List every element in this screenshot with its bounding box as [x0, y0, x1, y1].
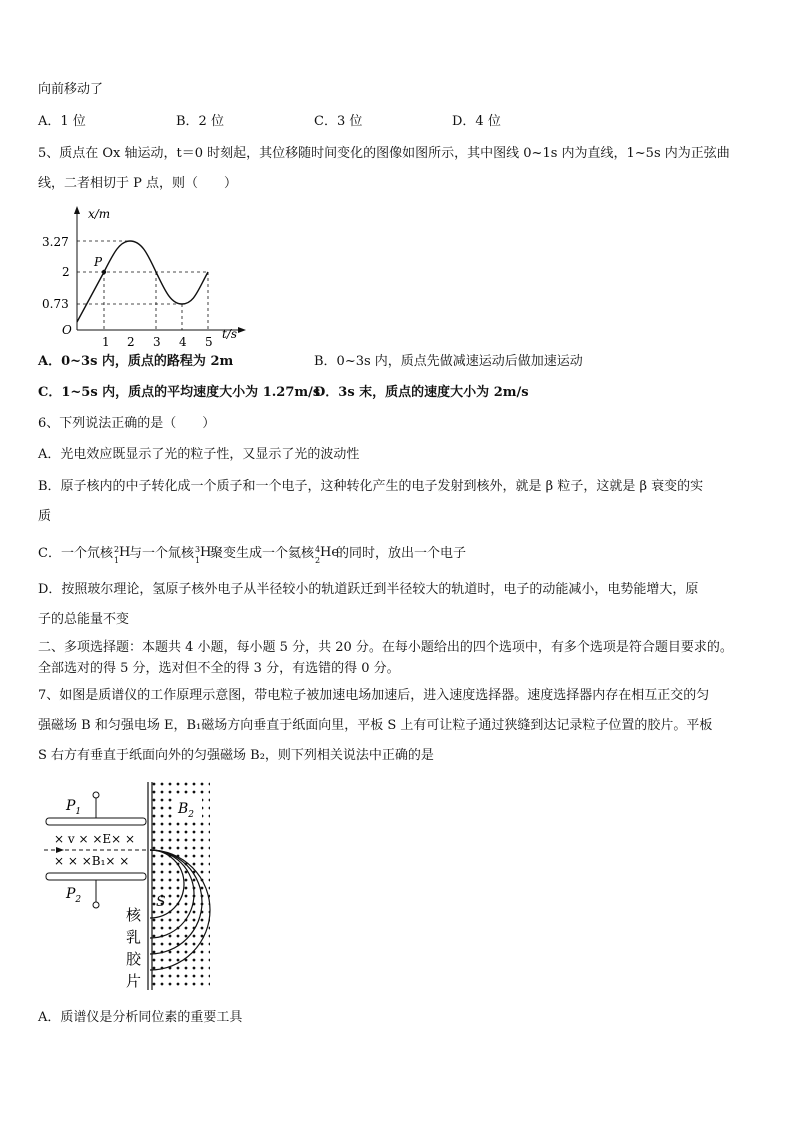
q4-option-a[interactable]: A．1 位	[38, 114, 86, 129]
q6-option-c[interactable]	[38, 543, 466, 564]
q5-option-d[interactable]: D．3s 末，质点的速度大小为 2m/s	[314, 385, 529, 400]
x-tick-4: 4	[179, 335, 187, 349]
film-char-1: 核	[126, 906, 142, 924]
b2-label: $B_2$	[178, 801, 195, 820]
film-char-4: 片	[126, 972, 142, 990]
y-tick-0-73: 0.73	[42, 297, 69, 311]
p2-label: $P_2$	[66, 886, 82, 905]
q5-option-a[interactable]: A．0~3s 内，质点的路程为 2m	[38, 354, 234, 369]
y-tick-2: 2	[62, 265, 70, 279]
beam-arrow-icon	[56, 847, 64, 853]
point-p-label: P	[94, 255, 103, 269]
y-tick-3-27: 3.27	[42, 235, 69, 249]
q6-option-c-prefix: C．一个氘核	[38, 546, 113, 561]
nuclide-tritium: 3 1 H	[194, 545, 212, 565]
q5-stem-line2: 线，二者相切于 P 点，则（ ）	[38, 176, 238, 191]
position-curve	[77, 241, 208, 322]
q6-option-d-line2: 子的总能量不变	[38, 612, 130, 627]
p1-terminal-icon	[93, 792, 99, 798]
field-row-1: × v × ×E× ×	[54, 832, 136, 846]
q5-position-time-graph	[40, 200, 260, 350]
nuclide-deuterium: 2 1 H	[113, 545, 131, 565]
p2-terminal-icon	[93, 902, 99, 908]
x-tick-3: 3	[153, 335, 161, 349]
tangent-point-p	[102, 270, 106, 274]
plate-p1	[46, 818, 146, 825]
section-2-heading-line1: 二、多项选择题：本题共 4 小题，每小题 5 分，共 20 分。在每小题给出的四个选项中，有多个选项是符合题目要求的。	[38, 640, 733, 655]
q6-stem: 6、下列说法正确的是（ ）	[38, 416, 216, 431]
q6-option-b-line1[interactable]: B．原子核内的中子转化成一个质子和一个电子，这种转化产生的电子发射到核外，就是 β 粒子，这就是 β 衰变的实	[38, 479, 704, 494]
field-row-2: × × ×B₁× ×	[54, 854, 130, 868]
y-axis-label: x/m	[88, 207, 111, 221]
q7-stem-line3: S 右方有垂直于纸面向外的匀强磁场 B₂，则下列相关说法中正确的是	[38, 748, 434, 763]
q6-option-a[interactable]: A．光电效应既显示了光的粒子性，又显示了光的波动性	[38, 447, 360, 462]
x-axis-label: t/s	[222, 327, 238, 341]
q7-stem-line1: 7、如图是质谱仪的工作原理示意图，带电粒子被加速电场加速后，进入速度选择器。速度选择器内存在相互正交的匀	[38, 688, 710, 703]
q5-stem-line1: 5、质点在 Ox 轴运动，t＝0 时刻起，其位移随时间变化的图像如图所示，其中图线 0~1s 内为直线，1~5s 内为正弦曲	[38, 146, 730, 161]
film-char-2: 乳	[126, 928, 142, 946]
q7-stem-line2: 强磁场 B 和匀强电场 E，B₁磁场方向垂直于纸面向里，平板 S 上有可让粒子通过狭缝到达记录粒子位置的胶片。平板	[38, 718, 713, 733]
q5-option-b[interactable]: B．0~3s 内，质点先做减速运动后做加速运动	[314, 354, 583, 369]
q6-option-d-line1[interactable]: D．按照玻尔理论，氢原子核外电子从半径较小的轨道跃迁到半径较大的轨道时，电子的动能减小，电势能增大，原	[38, 582, 699, 597]
q6-option-c-mid1: 与一个氚核	[128, 546, 194, 561]
nuclide-helium: 4 2 He	[314, 545, 340, 565]
q4-option-d[interactable]: D．4 位	[452, 114, 501, 129]
q4-option-b[interactable]: B．2 位	[176, 114, 224, 129]
p1-label: $P_1$	[66, 798, 82, 817]
q6-option-b-line2: 质	[38, 509, 52, 524]
x-tick-1: 1	[102, 335, 110, 349]
question-4-tail: 向前移动了	[38, 82, 104, 97]
plate-p2	[46, 873, 146, 880]
q5-option-c[interactable]: C．1~5s 内，质点的平均速度大小为 1.27m/s	[38, 385, 321, 400]
q6-option-c-mid2: 聚变生成一个氦核	[209, 546, 314, 561]
q7-mass-spectrometer-diagram	[38, 780, 228, 995]
q4-option-c[interactable]: C．3 位	[314, 114, 363, 129]
x-axis-arrow-icon	[238, 327, 246, 333]
section-2-heading-line2: 全部选对的得 5 分，选对但不全的得 3 分，有选错的得 0 分。	[38, 661, 400, 676]
film-char-3: 胶	[126, 950, 142, 968]
slit-s-label: S	[156, 894, 166, 910]
x-tick-2: 2	[127, 335, 135, 349]
q6-option-c-suffix: 的同时，放出一个电子	[335, 546, 466, 561]
x-tick-5: 5	[205, 335, 213, 349]
y-axis-arrow-icon	[74, 206, 80, 214]
origin-label: O	[62, 323, 72, 337]
q7-option-a[interactable]: A．质谱仪是分析同位素的重要工具	[38, 1010, 243, 1025]
